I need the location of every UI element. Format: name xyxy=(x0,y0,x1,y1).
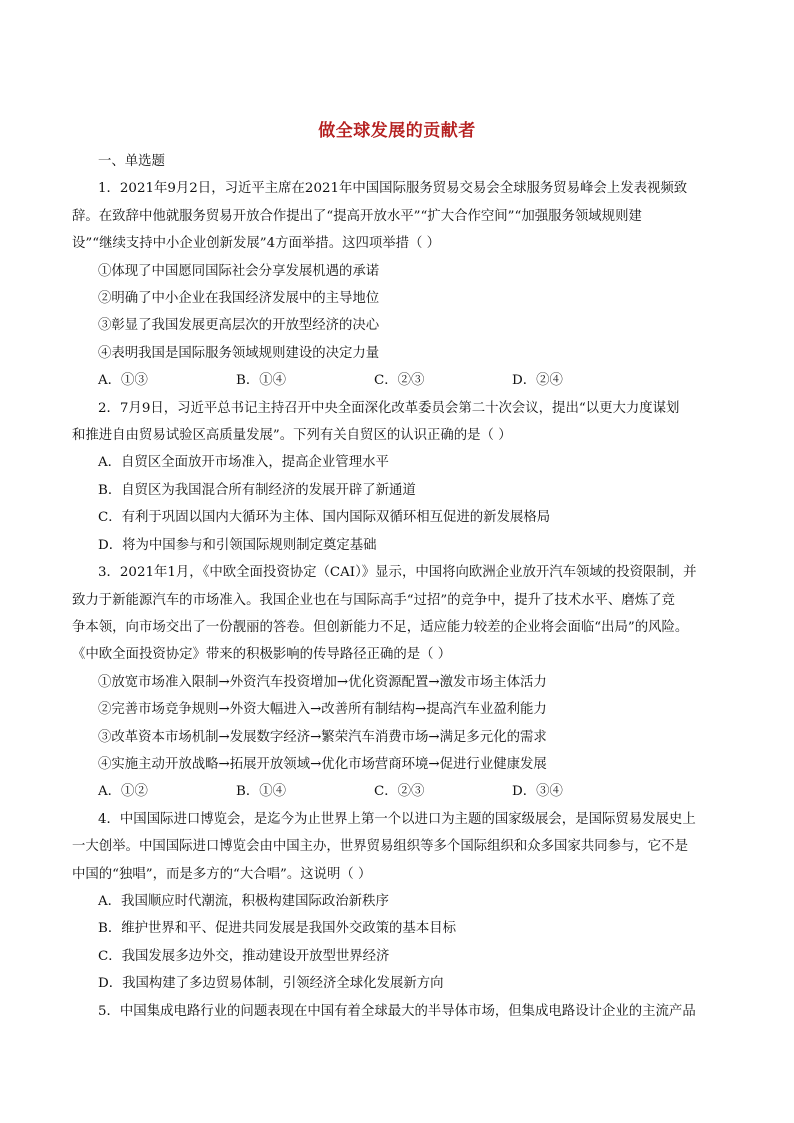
question-1-item-1: ①体现了中国愿同国际社会分享发展机遇的承诺 xyxy=(98,263,380,279)
question-4-line-3: 中国的“独唱”，而是多方的“大合唱”。这说明（ ） xyxy=(72,866,372,882)
question-3-choices xyxy=(72,778,724,805)
choice-a: A．①② xyxy=(98,784,148,800)
question-3-item-1: ①放宽市场准入限制→外资汽车投资增加→优化资源配置→激发市场主体活力 xyxy=(98,674,547,690)
question-1-item-4: ④表明我国是国际服务领域规则建设的决定力量 xyxy=(98,345,380,361)
question-1-choices xyxy=(72,367,724,394)
question-3 xyxy=(72,559,724,806)
choice-b: B．①④ xyxy=(236,784,287,800)
question-2-option-d: D．将为中国参与和引领国际规则制定奠定基础 xyxy=(98,537,377,553)
choice-a: A．①③ xyxy=(98,373,148,389)
question-2-line-2: 和推进自由贸易试验区高质量发展”。下列有关自贸区的认识正确的是（ ） xyxy=(72,428,512,444)
question-1-line-2: 辞。在致辞中他就服务贸易开放合作提出了“提高开放水平”“扩大合作空间”“加强服务领域规则建 xyxy=(72,208,642,224)
question-4-line-1: 4．中国国际进口博览会，是迄今为止世界上第一个以进口为主题的国家级展会，是国际贸易发展史上 xyxy=(98,811,696,827)
question-1 xyxy=(72,175,724,394)
question-4-option-c: C．我国发展多边外交，推动建设开放型世界经济 xyxy=(98,948,390,964)
choice-b: B．①④ xyxy=(236,373,287,389)
question-1-item-2: ②明确了中小企业在我国经济发展中的主导地位 xyxy=(98,291,380,307)
question-2 xyxy=(72,395,724,559)
question-4-option-a: A．我国顺应时代潮流，积极构建国际政治新秩序 xyxy=(98,893,389,909)
question-2-option-a: A．自贸区全面放开市场准入，提高企业管理水平 xyxy=(98,455,389,471)
choice-d: D．②④ xyxy=(512,373,563,389)
question-3-item-2: ②完善市场竞争规则→外资大幅进入→改善所有制结构→提高汽车业盈利能力 xyxy=(98,702,547,718)
document-body xyxy=(72,148,724,1025)
question-3-line-2: 致力于新能源汽车的市场准入。我国企业也在与国际高手“过招”的竞争中，提升了技术水平、磨炼了竞 xyxy=(72,592,675,608)
question-2-option-c: C．有利于巩固以国内大循环为主体、国内国际双循环相互促进的新发展格局 xyxy=(98,510,551,526)
question-5-line-1: 5．中国集成电路行业的问题表现在中国有着全球最大的半导体市场，但集成电路设计企业的主流产品 xyxy=(98,1003,696,1019)
page-title: 做全球发展的贡献者 xyxy=(318,121,476,141)
question-4-line-2: 一大创举。中国国际进口博览会由中国主办，世界贸易组织等多个国际组织和众多国家共同参与，它不是 xyxy=(72,839,688,855)
question-2-line-1: 2．7月9日，习近平总书记主持召开中央全面深化改革委员会第二十次会议，提出“以更大力度谋划 xyxy=(98,400,680,416)
choice-c: C．②③ xyxy=(374,373,425,389)
question-3-item-4: ④实施主动开放战略→拓展开放领域→优化市场营商环境→促进行业健康发展 xyxy=(98,756,547,772)
question-3-line-1: 3．2021年1月，《中欧全面投资协定（CAI）》显示，中国将向欧洲企业放开汽车领域的投资限制，并 xyxy=(98,565,697,581)
choice-c: C．②③ xyxy=(374,784,425,800)
question-3-line-3: 争本领，向市场交出了一份靓丽的答卷。但创新能力不足，适应能力较差的企业将会面临“出局”的风险。 xyxy=(72,619,689,635)
question-3-item-3: ③改革资本市场机制→发展数字经济→繁荣汽车消费市场→满足多元化的需求 xyxy=(98,729,547,745)
question-1-line-1: 1．2021年9月2日，习近平主席在2021年中国国际服务贸易交易会全球服务贸易峰会上发表视频致 xyxy=(98,181,688,197)
question-1-item-3: ③彰显了我国发展更高层次的开放型经济的决心 xyxy=(98,318,380,334)
question-4-option-b: B．维护世界和平、促进共同发展是我国外交政策的基本目标 xyxy=(98,921,456,937)
question-3-line-4: 《中欧全面投资协定》带来的积极影响的传导路径正确的是（ ） xyxy=(72,647,452,663)
question-4-option-d: D．我国构建了多边贸易体制，引领经济全球化发展新方向 xyxy=(98,976,444,992)
question-4 xyxy=(72,806,724,998)
section-heading: 一、单选题 xyxy=(98,154,165,169)
question-1-line-3: 设”“继续支持中小企业创新发展”4方面举措。这四项举措（ ） xyxy=(72,236,441,252)
question-5 xyxy=(72,998,724,1025)
choice-d: D．③④ xyxy=(512,784,563,800)
question-2-option-b: B．自贸区为我国混合所有制经济的发展开辟了新通道 xyxy=(98,482,416,498)
